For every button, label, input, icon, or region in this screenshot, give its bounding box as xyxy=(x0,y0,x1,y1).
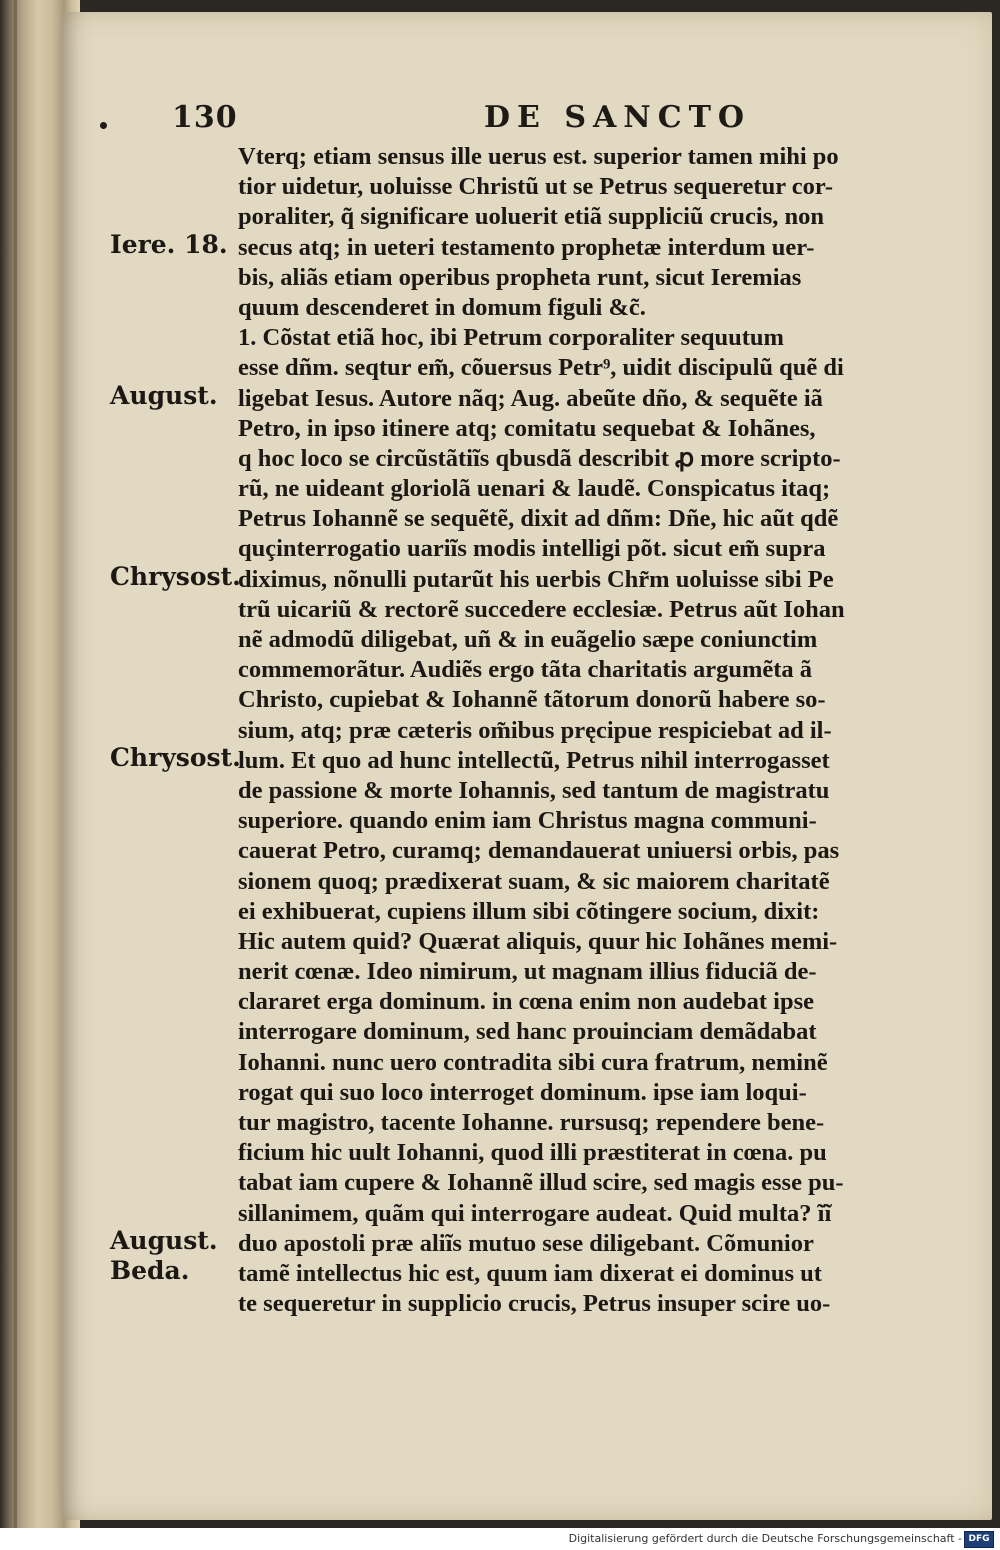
text-line-content: poraliter, q̃ significare uoluerit etiã suppliciũ crucis, non xyxy=(238,203,824,231)
text-line xyxy=(238,474,950,504)
text-line-content: tur magistro, tacente Iohanne. rursusq; rependere bene- xyxy=(238,1109,825,1136)
text-line-content: de passione & morte Iohannis, sed tantum de magistratu xyxy=(238,776,830,804)
text-line-content: te sequeretur in supplicio crucis, Petrus insuper scire uo- xyxy=(238,1290,831,1318)
text-line xyxy=(238,414,950,444)
text-line xyxy=(238,746,950,776)
text-line xyxy=(238,806,950,836)
text-line-content: q hoc loco se circũstãtiĩs qbusdã describit ꝓ more scripto- xyxy=(238,444,841,472)
text-line-content: Christo, cupiebat & Iohannẽ tãtorum donorũ habere so- xyxy=(238,686,826,714)
body-text xyxy=(238,142,950,1319)
text-line-content: ei exhibuerat, cupiens illum sibi cõtingere socium, dixit: xyxy=(238,897,820,925)
text-line-content: clararet erga dominum. in cœna enim non audebat ipse xyxy=(238,988,814,1016)
text-line-content: diximus, nõnulli putarũt his uerbis Chr̃m uoluisse sibi Pe xyxy=(238,565,834,593)
text-line xyxy=(238,1138,950,1168)
text-line xyxy=(238,957,950,987)
text-line-content: quum descenderet in domum figuli &c̃. xyxy=(238,293,646,321)
footer-bar xyxy=(0,1528,1000,1550)
text-line-content: sionem quoq; prædixerat suam, & sic maiorem charitatẽ xyxy=(238,867,830,895)
text-line-content: bis, aliãs etiam operibus propheta runt, sicut Ieremias xyxy=(238,263,802,291)
text-line xyxy=(238,263,950,293)
text-line xyxy=(238,142,950,172)
text-line-content: interrogare dominum, sed hanc prouinciam demãdabat xyxy=(238,1018,817,1046)
text-line xyxy=(238,1017,950,1047)
text-line xyxy=(238,595,950,625)
footer-credit: Digitalisierung gefördert durch die Deutsche Forschungsgemeinschaft - xyxy=(568,1532,962,1545)
text-line-content: ficium hic uult Iohanni, quod illi præstiterat in cœna. pu xyxy=(238,1139,827,1167)
text-line xyxy=(238,987,950,1017)
text-line xyxy=(238,927,950,957)
text-line-content: duo apostoli præ aliĩs mutuo sese diligebant. Cõmunior xyxy=(238,1229,814,1257)
text-line-content: ligebat Iesus. Autore nãq; Aug. abeũte dño, & sequẽte iã xyxy=(238,384,823,412)
text-line xyxy=(238,776,950,806)
margin-note: Beda. xyxy=(110,1256,190,1286)
text-line xyxy=(238,202,950,232)
text-line-content: nerit cœnæ. Ideo nimirum, ut magnam illius fiduciã de- xyxy=(238,958,817,986)
text-line-content: commemorãtur. Audiẽs ergo tãta charitatis argumẽta ã xyxy=(238,656,813,684)
text-line xyxy=(238,233,950,263)
text-line xyxy=(238,1078,950,1108)
text-line xyxy=(238,1048,950,1078)
text-line-content: superiore. quando enim iam Christus magna communi- xyxy=(238,807,817,835)
text-line-content: Petro, in ipso itinere atq; comitatu sequebat & Iohãnes, xyxy=(238,414,816,442)
text-line xyxy=(238,293,950,323)
text-line xyxy=(238,1108,950,1138)
text-line xyxy=(238,172,950,202)
text-line-content: Vterq; etiam sensus ille uerus est. superior tamen mihi po xyxy=(238,143,839,170)
text-line-content: Hic autem quid? Quærat aliquis, quur hic Iohãnes memi- xyxy=(238,927,838,955)
text-line-content: nẽ admodũ diligebat, uñ & in euãgelio sæpe coniunctim xyxy=(238,626,818,653)
text-line-content: sillanimem, quãm qui interrogare audeat. Quid multa? ĩĩ xyxy=(238,1199,832,1227)
text-line xyxy=(238,897,950,927)
running-head: DE SANCTO xyxy=(484,100,752,135)
text-line-content: cauerat Petro, curamq; demandauerat uniuersi orbis, pas xyxy=(238,837,840,865)
text-line xyxy=(238,685,950,715)
text-line-content: tior uidetur, uoluisse Christũ ut se Petrus sequeretur cor- xyxy=(238,173,834,201)
text-line-content: lum. Et quo ad hunc intellectũ, Petrus nihil interrogasset xyxy=(238,746,830,774)
text-line-content: tamẽ intellectus hic est, quum iam dixerat ei dominus ut xyxy=(238,1259,822,1287)
text-line xyxy=(238,504,950,534)
text-line-content: esse dñm. seqtur em̃, cõuersus Petr⁹, uidit discipulũ quẽ di xyxy=(238,354,844,382)
text-line-content: rũ, ne uideant gloriolã uenari & laudẽ. Conspicatus itaq; xyxy=(238,475,831,503)
margin-note: August. xyxy=(110,380,218,410)
text-line xyxy=(238,323,950,353)
text-line xyxy=(238,1199,950,1229)
text-line xyxy=(238,384,950,414)
dfg-logo: DFG xyxy=(964,1531,994,1548)
text-line xyxy=(238,867,950,897)
text-line xyxy=(238,444,950,474)
text-line xyxy=(238,836,950,866)
text-line-content: rogat qui suo loco interroget dominum. ipse iam loqui- xyxy=(238,1078,807,1106)
text-line-content: Iohanni. nunc uero contradita sibi cura fratrum, neminẽ xyxy=(238,1048,828,1076)
text-line xyxy=(238,1229,950,1259)
text-line xyxy=(238,353,950,383)
text-line-content: secus atq; in ueteri testamento prophetæ interdum uer- xyxy=(238,233,815,261)
text-line-content: tabat iam cupere & Iohannẽ illud scire, sed magis esse pu- xyxy=(238,1169,844,1197)
text-line-content: sium, atq; præ cæteris om̃ibus pręcipue respiciebat ad il- xyxy=(238,716,832,744)
text-line xyxy=(238,655,950,685)
text-line xyxy=(238,1168,950,1198)
ink-dot-mark xyxy=(100,122,107,129)
text-line xyxy=(238,1289,950,1319)
text-line xyxy=(238,1259,950,1289)
page-number: 130 xyxy=(172,100,238,135)
text-line xyxy=(238,534,950,564)
margin-note: Chrysost. xyxy=(110,743,241,772)
text-line-content: trũ uicariũ & rectorẽ succedere ecclesiæ. Petrus aũt Iohan xyxy=(238,595,845,623)
margin-note: Chrysost. xyxy=(110,561,241,591)
text-line-content: quçinterrogatio uariĩs modis intelligi põt. sicut em̃ supra xyxy=(238,535,826,563)
margin-note: Iere. 18. xyxy=(110,229,228,259)
text-line-content: Petrus Iohannẽ se sequẽtẽ, dixit ad dñm: Dñe, hic aũt qdẽ xyxy=(238,505,839,533)
text-line xyxy=(238,625,950,655)
text-line-content: 1. Cõstat etiã hoc, ibi Petrum corporaliter sequutum xyxy=(238,324,784,352)
margin-note: August. xyxy=(110,1226,218,1256)
text-line xyxy=(238,716,950,746)
text-line xyxy=(238,565,950,595)
